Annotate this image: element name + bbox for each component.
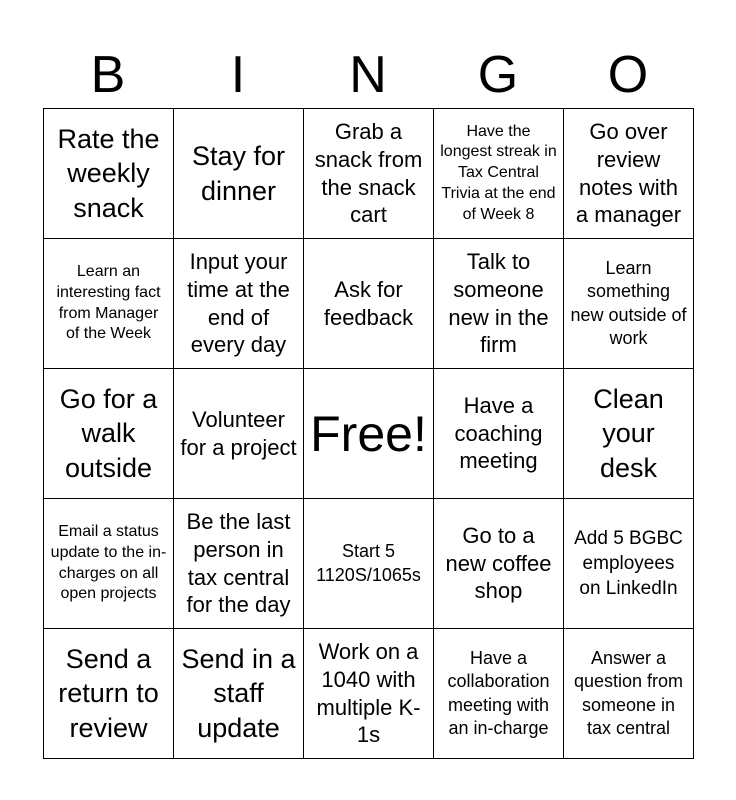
bingo-cell-text: Answer a question from someone in tax central (573, 647, 684, 738)
bingo-cell-text: Email a status update to the in-charges on all open projects (50, 522, 167, 603)
free-space-cell[interactable] (303, 368, 433, 498)
bingo-cell-text: Be the last person in tax central for the day (186, 508, 291, 618)
bingo-cell[interactable] (43, 108, 173, 238)
bingo-cell[interactable] (433, 368, 563, 498)
bingo-cell[interactable] (43, 238, 173, 368)
bingo-cell[interactable] (303, 108, 433, 238)
bingo-cell[interactable] (563, 498, 693, 628)
bingo-cell[interactable] (563, 368, 693, 498)
bingo-cell[interactable] (433, 238, 563, 368)
bingo-cell[interactable] (303, 238, 433, 368)
bingo-cell[interactable] (43, 498, 173, 628)
header-letter-b: B (90, 46, 126, 104)
bingo-cell-text: Have a collaboration meeting with an in-charge (447, 647, 550, 738)
bingo-cell[interactable] (173, 628, 303, 758)
bingo-cell-text: Learn an interesting fact from Manager of the Week (56, 262, 161, 343)
bingo-cell[interactable] (563, 628, 693, 758)
bingo-cell-text: Start 5 1120S/1065s (316, 541, 421, 585)
bingo-cell-text: Input your time at the end of every day (187, 248, 290, 358)
header-letter-i: I (230, 46, 246, 104)
bingo-cell[interactable] (173, 108, 303, 238)
bingo-cell[interactable] (173, 238, 303, 368)
bingo-cell-text: Rate the weekly snack (57, 123, 160, 223)
bingo-cell[interactable] (433, 498, 563, 628)
bingo-cell[interactable] (43, 368, 173, 498)
bingo-header (43, 44, 693, 106)
bingo-cell[interactable] (173, 368, 303, 498)
header-letter-g: G (477, 46, 519, 104)
bingo-cell-text: Ask for feedback (323, 276, 414, 330)
bingo-cell[interactable] (563, 108, 693, 238)
bingo-cell[interactable] (173, 498, 303, 628)
header-letter-o: O (607, 46, 649, 104)
bingo-cell[interactable] (433, 108, 563, 238)
bingo-grid (43, 108, 694, 759)
bingo-cell-text: Go over review notes with a manager (575, 118, 682, 228)
header-letter-n: N (349, 46, 387, 104)
bingo-cell-text: Go to a new coffee shop (445, 522, 552, 604)
bingo-cell-text: Go for a walk outside (59, 383, 158, 483)
bingo-cell-text: Work on a 1040 with multiple K-1s (316, 638, 421, 748)
bingo-cell-text: Talk to someone new in the firm (448, 248, 549, 358)
bingo-cell[interactable] (303, 498, 433, 628)
bingo-cell-text: Volunteer for a project (180, 406, 297, 460)
bingo-cell-text: Have the longest streak in Tax Central Trivia at the end of Week 8 (440, 122, 557, 223)
bingo-cell[interactable] (433, 628, 563, 758)
bingo-cell-text: Add 5 BGBC employees on LinkedIn (574, 527, 683, 600)
bingo-cell-text: Clean your desk (593, 383, 664, 483)
bingo-cell-text: Stay for dinner (191, 140, 286, 206)
bingo-cell[interactable] (563, 238, 693, 368)
bingo-cell-text: Grab a snack from the snack cart (314, 118, 423, 228)
bingo-cell-text: Send in a staff update (181, 643, 296, 743)
bingo-cell-text: Learn something new outside of work (570, 257, 687, 348)
bingo-cell-text: Have a coaching meeting (454, 392, 543, 474)
bingo-cell-text: Free! (310, 405, 427, 462)
bingo-cell[interactable] (303, 628, 433, 758)
bingo-cell[interactable] (43, 628, 173, 758)
bingo-cell-text: Send a return to review (58, 643, 159, 743)
